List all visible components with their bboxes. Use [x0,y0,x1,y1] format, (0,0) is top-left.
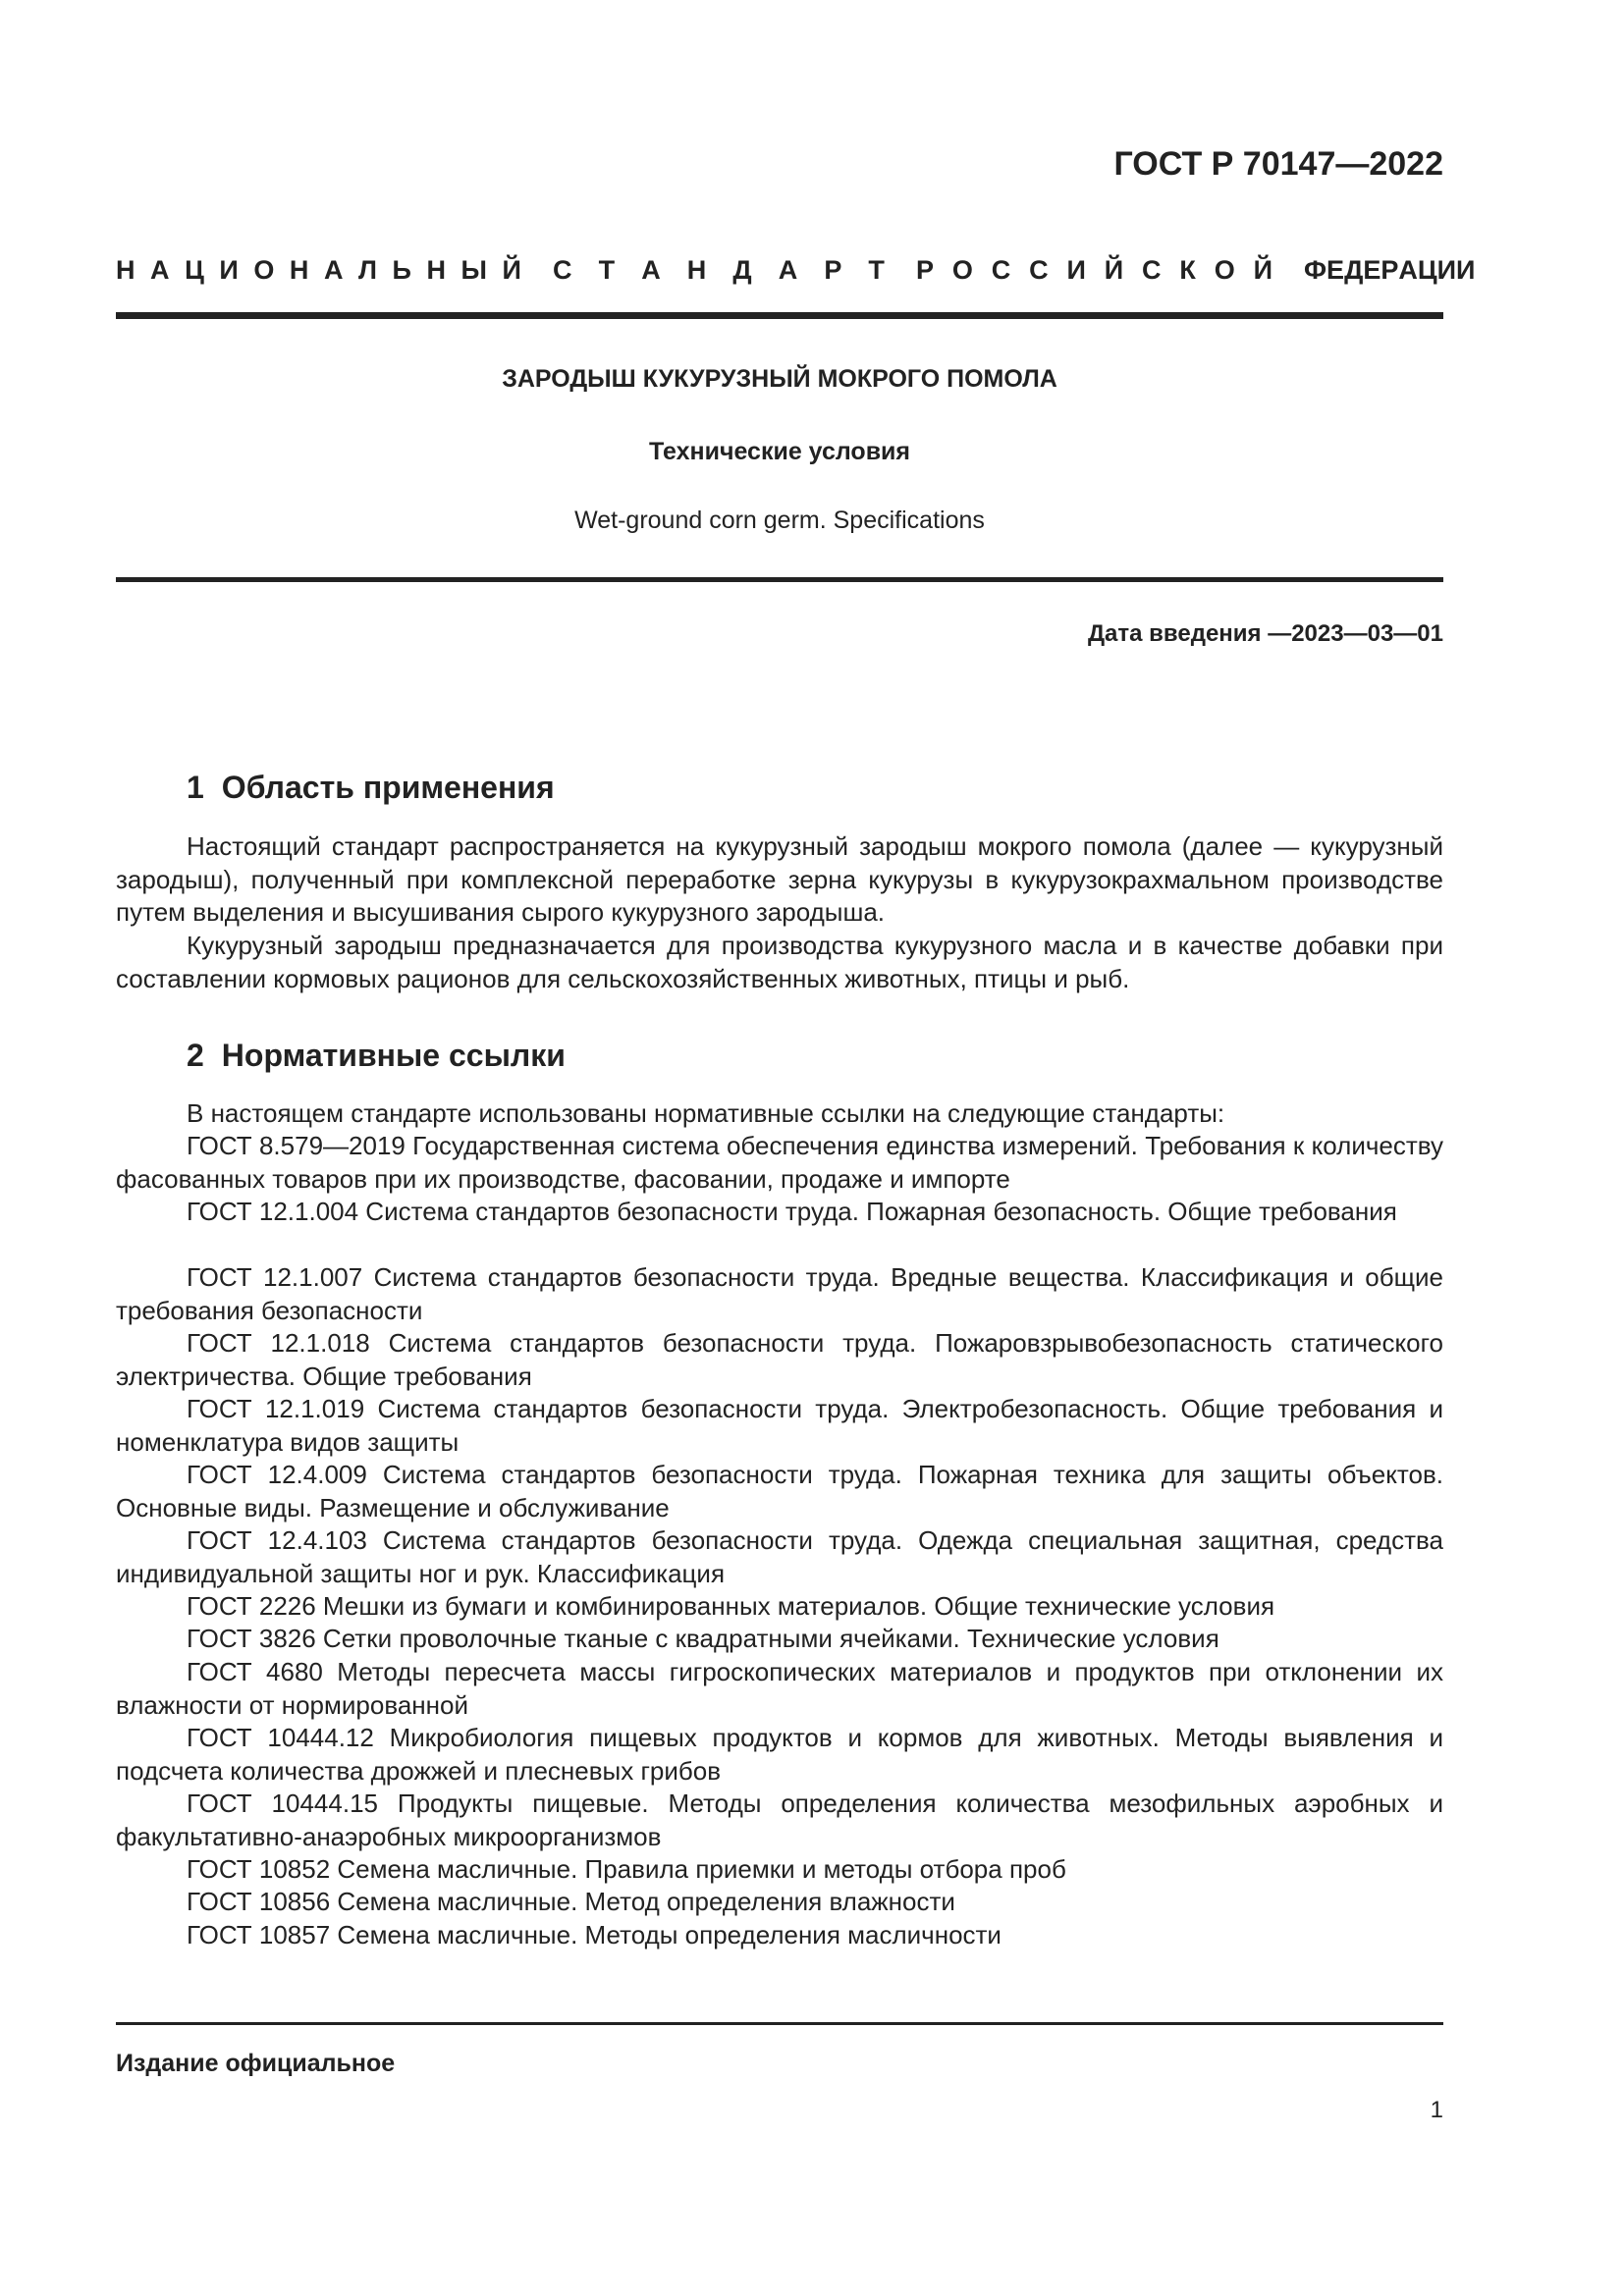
reference-item: ГОСТ 10852 Семена масличные. Правила приемки и методы отбора проб [187,1854,1066,1884]
footer-rule [116,2022,1443,2025]
reference-item: ГОСТ 12.4.103 Система стандартов безопасности труда. Одежда специальная защитная, средства индивидуальной защиты ног и рук. Классификация [116,1525,1443,1588]
title-rule [116,577,1443,582]
reference-item: ГОСТ 10444.12 Микробиология пищевых продуктов и кормов для животных. Методы выявления и подсчета количества дрожжей и плесневых грибов [116,1723,1443,1786]
paragraph: Кукурузный зародыш предназначается для производства кукурузного масла и в качестве добавки при составлении кормовых рационов для сельскохозяйственных животных, птицы и рыб. [116,931,1443,993]
gost-number: ГОСТ Р 70147—2022 [1113,145,1443,183]
introduction-date: Дата введения —2023—03—01 [1087,620,1443,647]
reference-item: ГОСТ 8.579—2019 Государственная система обеспечения единства измерений. Требования к количеству фасованных товаров при их производстве, фасовании, продаже и импорте [116,1131,1443,1194]
reference-item: ГОСТ 2226 Мешки из бумаги и комбинированных материалов. Общие технические условия [187,1591,1275,1621]
document-subtitle: Технические условия [648,438,911,465]
reference-item: ГОСТ 12.1.004 Система стандартов безопасности труда. Пожарная безопасность. Общие требования [187,1197,1397,1226]
reference-item: ГОСТ 12.1.007 Система стандартов безопасности труда. Вредные вещества. Классификация и общие требования безопасности [116,1262,1443,1325]
reference-item: ГОСТ 10857 Семена масличные. Методы определения масличности [187,1920,1001,1949]
paragraph: В настоящем стандарте использованы нормативные ссылки на следующие стандарты: [187,1098,1225,1128]
paragraph: Настоящий стандарт распространяется на кукурузный зародыш мокрого помола (далее — кукурузный зародыш), полученный при комплексной переработке зерна кукурузы в кукурузокрахмальном производстве путем выделения и высушивания сырого кукурузного зародыша. [116,831,1443,927]
reference-item: ГОСТ 4680 Методы пересчета массы гигроскопических материалов и продуктов при отклонении их влажности от нормированной [116,1657,1443,1720]
reference-item: ГОСТ 12.1.019 Система стандартов безопасности труда. Электробезопасность. Общие требования и номенклатура видов защиты [116,1394,1443,1457]
reference-item: ГОСТ 12.4.009 Система стандартов безопасности труда. Пожарная техника для защиты объектов. Основные виды. Размещение и обслуживание [116,1460,1443,1522]
banner-word: С Т А Н Д А Р Т [553,255,885,285]
section-number: 2 [187,1038,204,1073]
national-standard-banner [116,255,1476,286]
reference-item: ГОСТ 10856 Семена масличные. Метод определения влажности [187,1887,955,1916]
section-title: Область применения [221,770,555,805]
document-english-title: Wet-ground corn germ. Specifications [574,507,985,534]
banner-word: Ф Е Д Е Р А Ц И И [1304,255,1476,285]
section-2-heading [187,1038,566,1074]
reference-item: ГОСТ 3826 Сетки проволочные тканые с квадратными ячейками. Технические условия [187,1624,1219,1653]
reference-item: ГОСТ 12.1.018 Система стандартов безопасности труда. Пожаровзрывобезопасность статического электричества. Общие требования [116,1328,1443,1391]
section-title: Нормативные ссылки [221,1038,566,1073]
header-rule [116,312,1443,319]
official-edition-label: Издание официальное [116,2050,396,2077]
reference-item: ГОСТ 10444.15 Продукты пищевые. Методы определения количества мезофильных аэробных и факультативно-анаэробных микроорганизмов [116,1789,1443,1851]
page-number: 1 [1430,2097,1443,2123]
document-title: ЗАРОДЫШ КУКУРУЗНЫЙ МОКРОГО ПОМОЛА [502,365,1057,393]
section-number: 1 [187,770,204,805]
banner-word: Р О С С И Й С К О Й [916,255,1272,285]
banner-word: Н А Ц И О Н А Л Ь Н Ы Й [116,255,521,285]
section-1-heading [187,770,555,806]
